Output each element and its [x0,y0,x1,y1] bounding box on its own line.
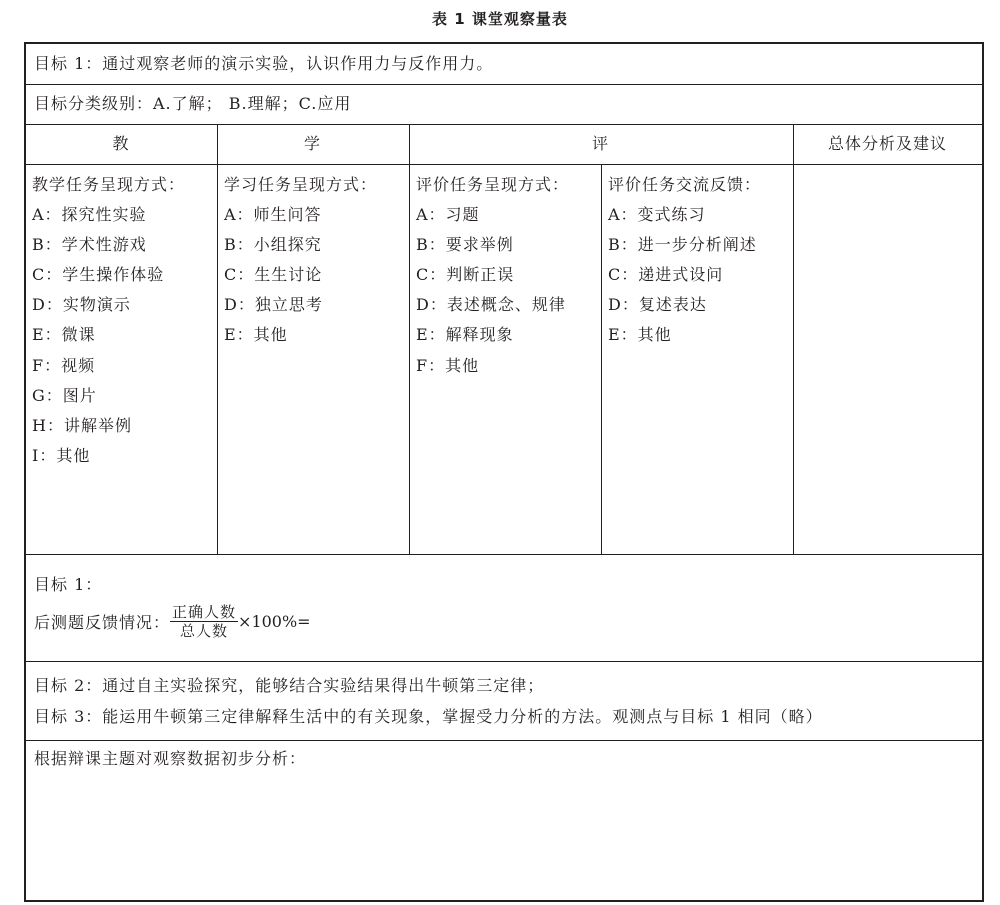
list-item: 评价任务呈现方式： [416,175,570,194]
teach-list [32,170,185,471]
list-item: A：师生问答 [224,205,322,225]
list-item: C：生生讨论 [224,265,323,285]
list-item: B：要求举例 [416,235,514,255]
list-item: I：其他 [32,445,91,465]
header-learn: 学 [303,134,322,153]
feedback-label: 后测题反馈情况： [34,613,171,632]
list-item: D：表述概念、规律 [416,295,566,315]
list-item: C：判断正误 [416,265,515,285]
goal3-text: 目标 3：能运用牛顿第三定律解释生活中的有关现象，掌握受力分析的方法。观测点与目标 1 相同（略） [34,707,823,726]
list-item: D：独立思考 [224,295,323,315]
feedback-formula [34,603,311,640]
col-divider [601,164,602,554]
list-item: E：解释现象 [416,325,514,345]
analysis-label: 根据辩课主题对观察数据初步分析： [34,749,307,768]
row-divider [26,164,982,165]
list-item: C：递进式设问 [608,265,724,285]
fraction [170,603,238,640]
list-item: E：其他 [224,325,288,345]
list-item: 评价任务交流反馈： [608,175,762,194]
learn-list [224,170,377,351]
row-divider [26,740,982,741]
list-item: E：其他 [608,325,672,345]
col-divider [409,124,410,554]
fraction-numerator: 正确人数 [172,603,237,621]
list-item: 教学任务呈现方式： [32,175,186,194]
list-item: E：微课 [32,325,96,345]
observation-table [24,42,984,902]
header-teach: 教 [112,134,131,153]
row-divider [26,554,982,555]
list-item: C：学生操作体验 [32,265,165,285]
list-item: G：图片 [32,385,97,405]
list-item: A：习题 [416,205,480,225]
eval-list [416,170,569,381]
col-divider [793,124,794,554]
col-divider [217,124,218,554]
feedback-list [608,170,761,351]
list-item: 学习任务呈现方式： [224,175,378,194]
list-item: D：实物演示 [32,295,131,315]
row-divider [26,661,982,662]
table-title: 表 1 课堂观察量表 [432,10,568,28]
header-eval: 评 [591,134,610,153]
list-item: F：视频 [32,355,96,375]
list-item: D：复述表达 [608,295,707,315]
list-item: A：探究性实验 [32,205,147,225]
header-summary: 总体分析及建议 [827,134,947,153]
list-item: A：变式练习 [608,205,706,225]
list-item: F：其他 [416,355,480,375]
list-item: B：进一步分析阐述 [608,235,757,255]
goal1-text: 目标 1：通过观察老师的演示实验，认识作用力与反作用力。 [34,54,494,73]
level-text: 目标分类级别：A.了解； B.理解；C.应用 [34,94,352,113]
formula-suffix: ×100%= [238,612,311,631]
goal2-text: 目标 2：通过自主实验探究，能够结合实验结果得出牛顿第三定律； [34,676,545,695]
list-item: B：小组探究 [224,235,322,255]
fraction-denominator: 总人数 [180,622,229,640]
list-item: B：学术性游戏 [32,235,147,255]
result-goal-label: 目标 1： [34,575,103,594]
list-item: H：讲解举例 [32,415,132,435]
row-divider [26,84,982,85]
